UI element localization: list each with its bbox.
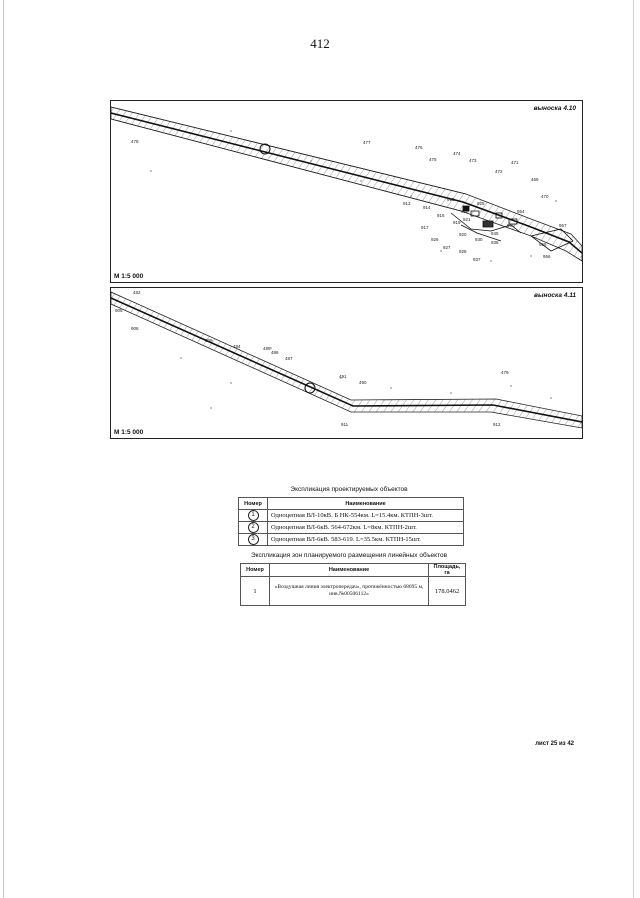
row-name: Одноцепная ВЛ-6кВ. 564-672км. L=8км. КТПН-2шт. — [268, 522, 464, 534]
row-name: Одноцепная ВЛ-6кВ. 583-619. L=35.5км. КТПН-15шт. — [268, 534, 464, 546]
point-label: 905 — [115, 308, 123, 313]
table-row — [241, 577, 466, 606]
point-label: 475 — [429, 157, 437, 162]
point-label: 484 — [233, 344, 241, 349]
point-label: 921 — [463, 217, 471, 222]
point-label: 911 — [341, 422, 349, 427]
point-label: 925 — [477, 201, 485, 206]
point-label: 917 — [421, 225, 429, 230]
point-label: 472 — [495, 169, 503, 174]
point-label: 928 — [459, 249, 467, 254]
row-number-circle: 2 — [248, 522, 259, 533]
point-label: 927 — [443, 245, 451, 250]
point-label: 938 — [491, 240, 499, 245]
map-scale-label: М 1:5 000 — [114, 273, 144, 280]
point-label: 478 — [131, 139, 139, 144]
map-callout-4-10 — [110, 100, 583, 283]
point-label: 909 — [205, 338, 213, 343]
map-scale-label: М 1:5 000 — [114, 429, 144, 436]
row-area: 178.0462 — [429, 577, 466, 606]
point-label: 920 — [459, 232, 467, 237]
row-number-circle: 3 — [248, 534, 259, 545]
point-label: 479 — [501, 370, 509, 375]
corridor-band — [111, 292, 582, 428]
point-label: 469 — [531, 177, 539, 182]
table-row — [239, 534, 464, 546]
point-label: 912 — [493, 422, 501, 427]
point-label: 916 — [437, 213, 445, 218]
row-number: 1 — [241, 577, 270, 606]
row-number-circle: 1 — [248, 510, 259, 521]
point-label: 471 — [511, 160, 519, 165]
point-label: 950 — [507, 223, 515, 228]
point-label: 486 — [271, 350, 279, 355]
point-label: 913 — [403, 201, 411, 206]
point-label: 470 — [541, 194, 549, 199]
table-row — [239, 522, 464, 534]
point-label: 926 — [431, 237, 439, 242]
point-label: 914 — [423, 205, 431, 210]
col-name: Наименование — [270, 564, 429, 577]
point-labels — [131, 139, 567, 262]
page-edge-left — [3, 0, 4, 898]
col-area: Площадь, га — [429, 564, 466, 577]
point-label: 918 — [461, 209, 469, 214]
row-name: Одноцепная ВЛ-10кВ. Б НК-554км. L=15.4км. КТПН-3шт. — [268, 510, 464, 522]
row-name: «Воздушная линия электропередач», протяжённостью 68695 м, инв.№00506112» — [270, 577, 429, 606]
point-label: 919 — [453, 220, 461, 225]
point-label: 487 — [285, 356, 293, 361]
point-label: 491 — [339, 374, 347, 379]
point-label: 915 — [447, 197, 455, 202]
table-2-caption: Экспликация зон планируемого размещения линейных объектов — [250, 552, 448, 559]
point-label: 906 — [131, 326, 139, 331]
col-number: Номер — [241, 564, 270, 577]
point-label: 473 — [469, 158, 477, 163]
map-callout-label: выноска 4.11 — [534, 292, 576, 299]
sheet-counter: лист 25 из 42 — [535, 741, 574, 747]
point-label: 477 — [363, 140, 371, 145]
point-label: 954 — [517, 209, 525, 214]
page-edge-right — [633, 0, 634, 898]
point-label: 937 — [473, 257, 481, 262]
map-1-drawing — [111, 101, 582, 282]
table-row — [239, 510, 464, 522]
map-2-drawing — [111, 288, 582, 438]
map-callout-4-11 — [110, 287, 583, 439]
point-label: 474 — [453, 151, 461, 156]
page-number: 412 — [310, 36, 330, 51]
point-label: 955 — [539, 242, 547, 247]
placement-zones-table — [240, 563, 466, 606]
point-label: 476 — [415, 145, 423, 150]
col-number: Номер — [239, 498, 268, 510]
map-callout-label: выноска 4.10 — [533, 105, 576, 112]
point-label: 482 — [133, 290, 141, 295]
col-name: Наименование — [268, 498, 464, 510]
projected-objects-table — [238, 497, 464, 546]
point-label: 490 — [359, 380, 367, 385]
point-label: 930 — [475, 237, 483, 242]
point-label: 945 — [491, 231, 499, 236]
point-label: 956 — [543, 254, 551, 259]
table-1-caption: Экспликация проектируемых объектов — [290, 486, 408, 493]
point-label: 957 — [559, 223, 567, 228]
point-label: 485 — [263, 346, 271, 351]
